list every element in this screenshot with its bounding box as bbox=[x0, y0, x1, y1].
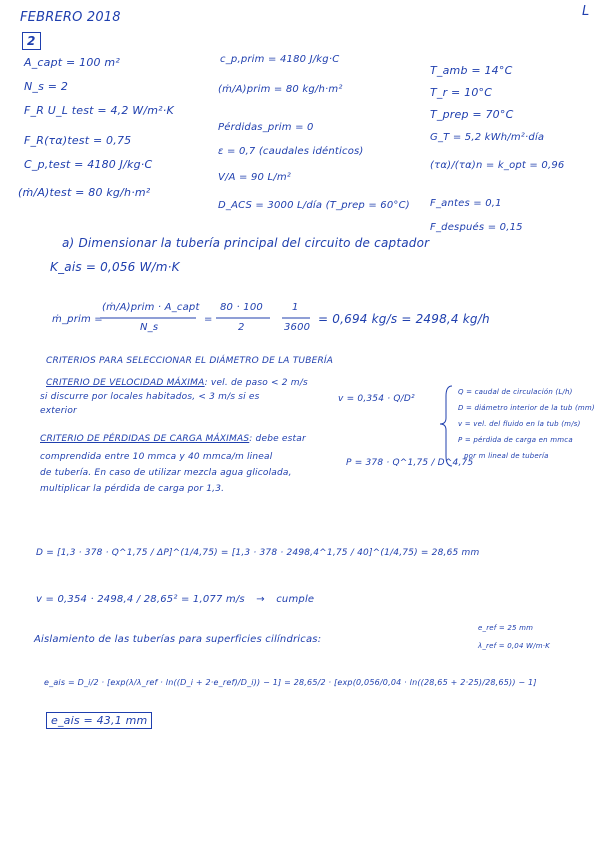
problem-number: 2 bbox=[22, 32, 41, 50]
flow-frac1-den: N_s bbox=[140, 322, 159, 333]
criteria-velocity-text: si discurre por locales habitados, < 3 m/s si es bbox=[40, 392, 260, 402]
data-col3-item: T_amb = 14°C bbox=[430, 64, 513, 77]
data-col2-item: ε = 0,7 (caudales idénticos) bbox=[218, 146, 364, 157]
flow-result: = 0,694 kg/s = 2498,4 kg/h bbox=[318, 312, 490, 326]
legend-brace bbox=[440, 386, 452, 466]
flow-eq-sign: = bbox=[204, 314, 213, 325]
data-col3-item: T_r = 10°C bbox=[430, 86, 493, 99]
arrow-icon: → bbox=[256, 594, 265, 605]
lambda-ref-value: λ_ref = 0,04 W/m·K bbox=[478, 642, 550, 650]
criteria-loss-text: comprendida entre 10 mmca y 40 mmca/m lineal bbox=[40, 452, 273, 462]
legend-item: por m lineal de tubería bbox=[464, 452, 549, 460]
flow-frac2-den: 2 bbox=[238, 322, 245, 333]
diameter-equation: D = [1,3 · 378 · Q^1,75 / ΔP]^(1/4,75) = [1,3 · 378 · 2498,4^1,75 / 40]^(1/4,75) = 28,65 mm bbox=[36, 548, 480, 558]
velocity-verdict: cumple bbox=[276, 594, 315, 605]
criteria-loss-heading: CRITERIO DE PÉRDIDAS DE CARGA MÁXIMAS bbox=[40, 434, 250, 444]
data-col1-item: F_R(τα)test = 0,75 bbox=[24, 134, 132, 147]
velocity-check: v = 0,354 · 2498,4 / 28,65² = 1,077 m/s bbox=[36, 594, 245, 605]
velocity-formula: v = 0,354 · Q/D² bbox=[338, 394, 415, 404]
insulation-heading: Aislamiento de las tuberías para superficies cilíndricas: bbox=[34, 634, 322, 645]
criteria-velocity-text: : vel. de paso < 2 m/s bbox=[204, 378, 308, 388]
data-col2-item: Pérdidas_prim = 0 bbox=[218, 122, 314, 133]
data-col1-item: N_s = 2 bbox=[24, 80, 69, 93]
data-col3-item: (τα)/(τα)n = k_opt = 0,96 bbox=[430, 160, 565, 171]
flow-frac3-den: 3600 bbox=[284, 322, 311, 333]
criteria-loss-text: multiplicar la pérdida de carga por 1,3. bbox=[40, 484, 225, 494]
page-title: FEBRERO 2018 bbox=[20, 10, 121, 25]
data-col2-item: V/A = 90 L/m² bbox=[218, 172, 291, 183]
data-col1-item: C_p,test = 4180 J/kg·C bbox=[24, 158, 153, 171]
flow-frac1-num: (ṁ/A)prim · A_capt bbox=[102, 302, 200, 313]
data-col2-item: c_p,prim = 4180 J/kg·C bbox=[220, 54, 340, 65]
data-col2-item: D_ACS = 3000 L/día (T_prep = 60°C) bbox=[218, 200, 410, 211]
legend-item: D = diámetro interior de la tub (mm) bbox=[458, 404, 595, 412]
criteria-loss-text: : debe estar bbox=[249, 434, 306, 444]
data-col1-item: F_R U_L test = 4,2 W/m²·K bbox=[24, 104, 174, 117]
insulation-result: e_ais = 43,1 mm bbox=[46, 712, 152, 729]
criteria-velocity-text: exterior bbox=[40, 406, 77, 416]
legend-item: Q = caudal de circulación (L/h) bbox=[458, 388, 573, 396]
insulation-formula: e_ais = D_i/2 · [exp(λ/λ_ref · ln((D_i + 2·e_ref)/D_i)) − 1] = 28,65/2 · [exp(0,056/0,04 · ln((28,65 + 2·25)/28,65)) − 1] bbox=[44, 678, 537, 687]
criteria-title: CRITERIOS PARA SELECCIONAR EL DIÁMETRO DE LA TUBERÍA bbox=[46, 356, 334, 366]
criteria-velocity-heading: CRITERIO DE VELOCIDAD MÁXIMA bbox=[46, 378, 205, 388]
data-col2-item: (ṁ/A)prim = 80 kg/h·m² bbox=[218, 84, 343, 95]
data-col3-item: F_antes = 0,1 bbox=[430, 198, 502, 209]
data-col1-item: A_capt = 100 m² bbox=[24, 56, 120, 69]
flow-frac3-num: 1 bbox=[292, 302, 299, 313]
data-col3-item: G_T = 5,2 kWh/m²·día bbox=[430, 132, 545, 143]
flow-frac2-num: 80 · 100 bbox=[220, 302, 263, 313]
corner-mark: L bbox=[582, 4, 590, 19]
part-a-heading: a) Dimensionar la tubería principal del circuito de captador bbox=[62, 236, 430, 250]
data-col1-item: (ṁ/A)test = 80 kg/h·m² bbox=[18, 186, 151, 199]
flow-lhs: ṁ_prim = bbox=[52, 314, 103, 325]
criteria-loss-text: de tubería. En caso de utilizar mezcla agua glicolada, bbox=[40, 468, 292, 478]
data-col3-item: F_después = 0,15 bbox=[430, 222, 523, 233]
kais-value: K_ais = 0,056 W/m·K bbox=[50, 260, 180, 274]
legend-item: P = pérdida de carga en mmca bbox=[458, 436, 573, 444]
e-ref-value: e_ref = 25 mm bbox=[478, 624, 534, 632]
legend-item: v = vel. del fluido en la tub (m/s) bbox=[458, 420, 581, 428]
data-col3-item: T_prep = 70°C bbox=[430, 108, 514, 121]
loss-formula: P = 378 · Q^1,75 / D^4,75 bbox=[346, 458, 474, 468]
